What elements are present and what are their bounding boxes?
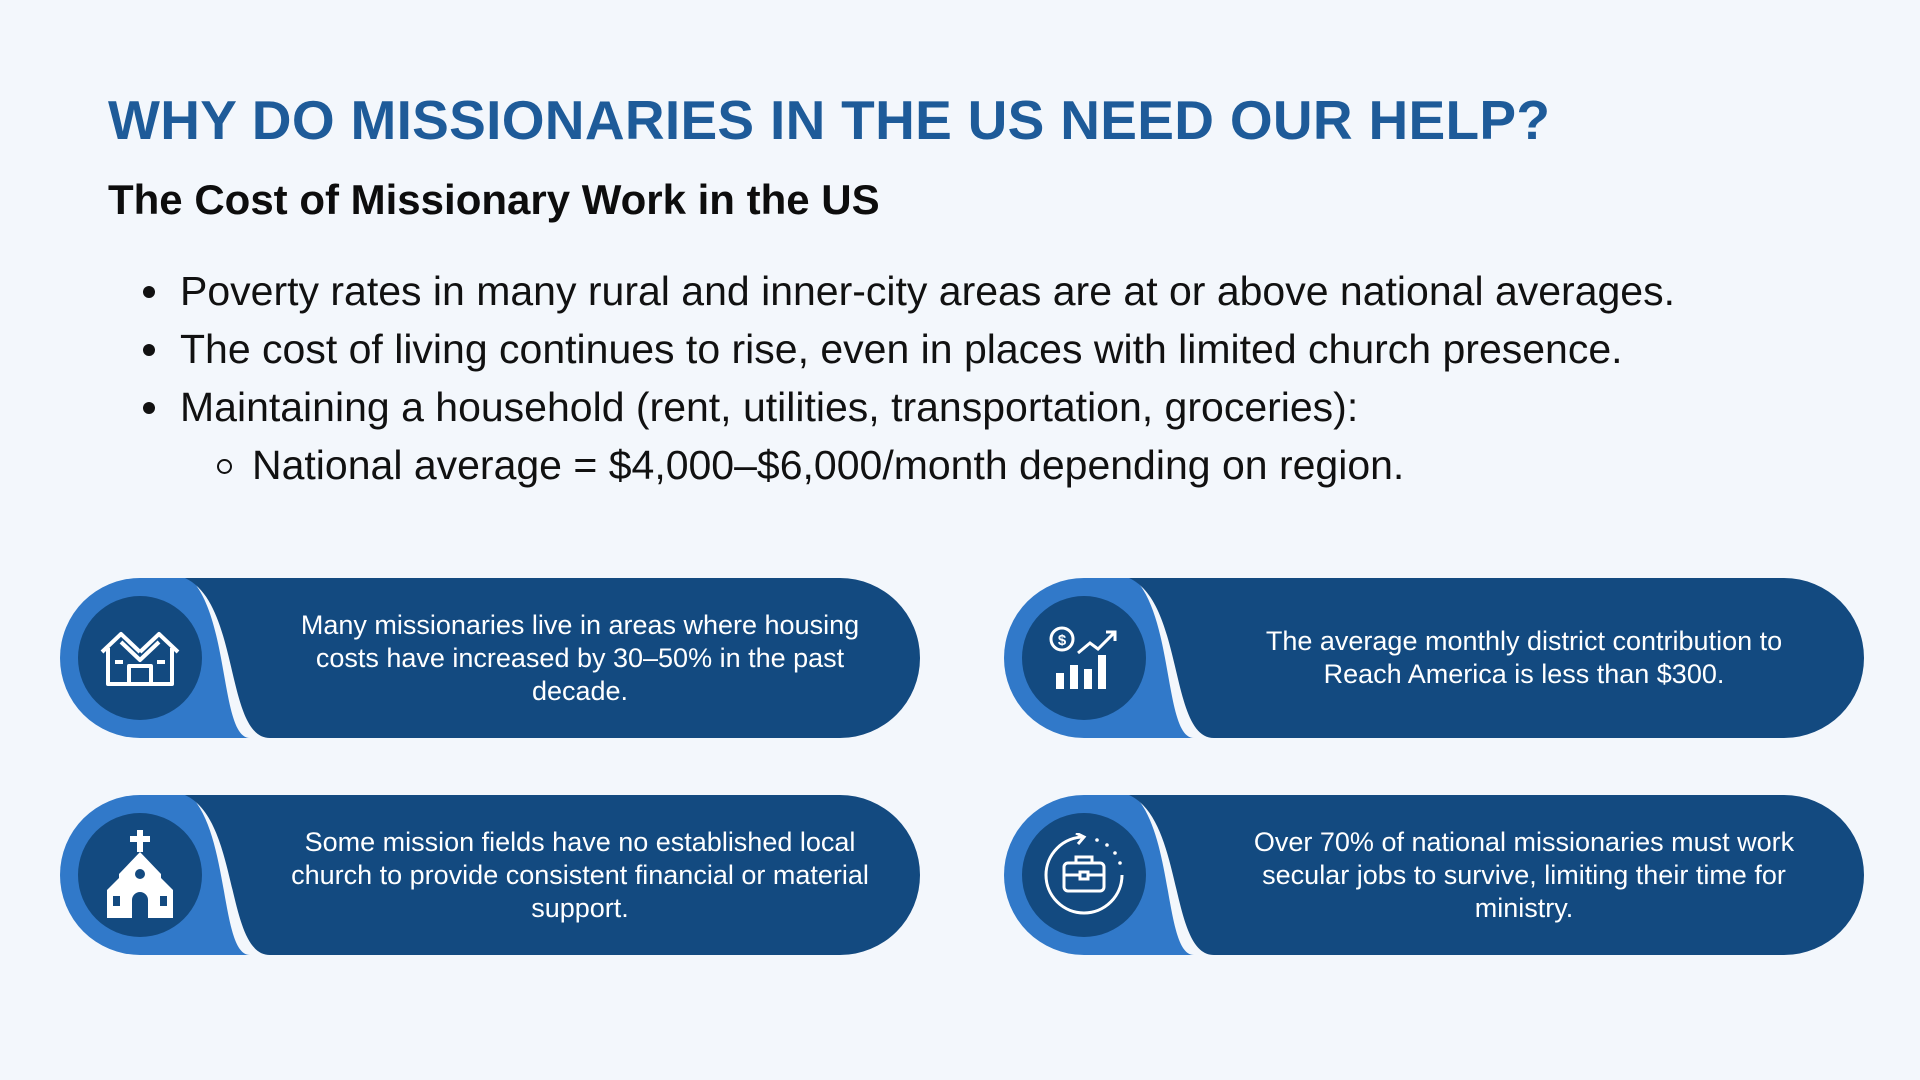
bullet-item: Poverty rates in many rural and inner-city areas are at or above national averages. — [140, 262, 1675, 320]
bullet-item: The cost of living continues to rise, even in places with limited church presence. — [140, 320, 1675, 378]
houses-icon — [99, 622, 181, 694]
card-text: Some mission fields have no established local church to provide consistent financial or material support. — [291, 826, 869, 923]
card-text: Over 70% of national missionaries must work secular jobs to survive, limiting their time for ministry. — [1253, 826, 1795, 923]
page-subtitle: The Cost of Missionary Work in the US — [108, 176, 880, 223]
svg-text:$: $ — [1057, 632, 1067, 649]
info-card-contribution — [1004, 578, 1864, 738]
chart-dollar-icon — [1048, 625, 1120, 691]
church-icon — [103, 830, 177, 920]
icon-circle — [1022, 813, 1146, 937]
info-card-secular-jobs — [1004, 795, 1864, 955]
card-text: Many missionaries live in areas where housing costs have increased by 30–50% in the past decade. — [300, 609, 860, 706]
info-card-church — [60, 795, 920, 955]
icon-circle — [1022, 596, 1146, 720]
info-card-housing — [60, 578, 920, 738]
bullet-item: Maintaining a household (rent, utilities, transportation, groceries): — [140, 378, 1675, 436]
page-title: WHY DO MISSIONARIES IN THE US NEED OUR HELP? — [108, 89, 1551, 151]
sub-bullet-item: National average = $4,000–$6,000/month depending on region. — [140, 436, 1675, 494]
card-text: The average monthly district contribution to Reach America is less than $300. — [1265, 626, 1783, 689]
briefcase-icon — [1042, 833, 1126, 917]
icon-circle — [78, 596, 202, 720]
bullet-list — [140, 262, 1675, 494]
icon-circle — [78, 813, 202, 937]
